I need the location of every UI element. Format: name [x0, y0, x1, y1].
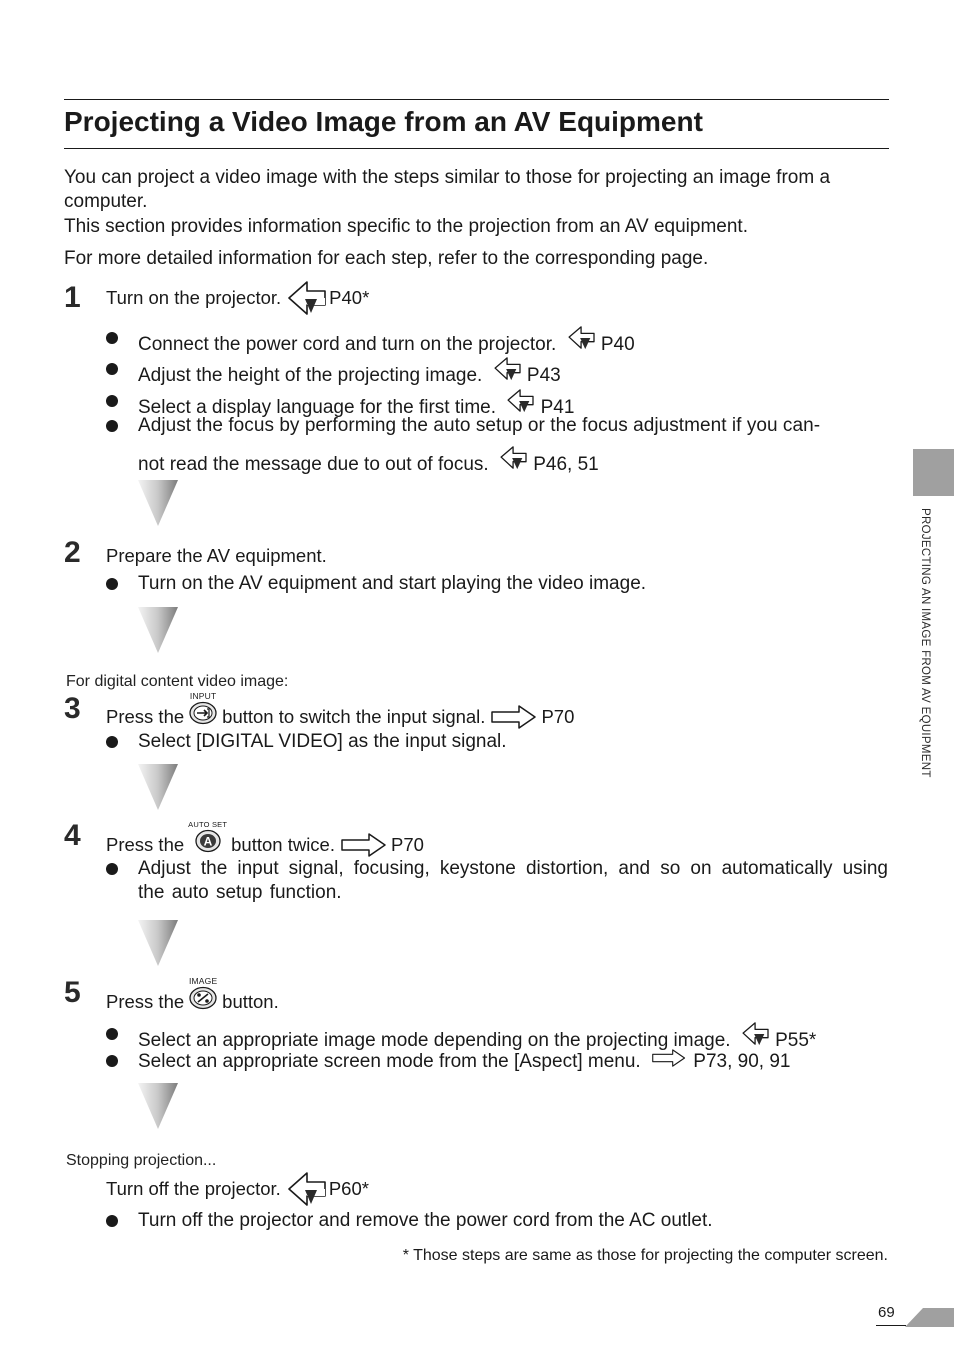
page-title: Projecting a Video Image from an AV Equipment — [64, 106, 703, 137]
intro-paragraph-2: This section provides information specific to the projection from an AV equipment. — [64, 216, 748, 237]
bullet-text: Select a display language for the first time. — [138, 397, 497, 418]
bullet-text: Adjust the height of the projecting image. — [138, 365, 483, 386]
bullet-dot — [106, 1215, 118, 1227]
step-4-text-b: button twice. — [231, 833, 335, 855]
image-button-caption: IMAGE — [188, 976, 218, 986]
page-ref: P40 — [600, 334, 635, 355]
stopping-projection-note: Stopping projection... — [66, 1152, 217, 1169]
top-rule — [64, 99, 889, 100]
step-3-ref: P70 — [541, 705, 575, 727]
step-5-instruction — [106, 976, 279, 1018]
auto-set-button-caption: AUTO SET — [188, 820, 228, 829]
side-tab-label: PROJECTING AN IMAGE FROM AV EQUIPMENT — [919, 508, 931, 778]
auto-set-button-reference — [188, 820, 227, 853]
page-number-underline — [876, 1325, 906, 1326]
list-item — [106, 357, 890, 388]
down-triangle-icon — [138, 918, 178, 968]
step-4-number: 4 — [64, 819, 81, 852]
bullet-text: Turn on the AV equipment and start playing the video image. — [138, 573, 647, 594]
auto-set-button-icon — [194, 829, 222, 853]
bullet-text: Select an appropriate screen mode from the [Aspect] menu. — [138, 1051, 641, 1072]
bullet-dot — [106, 420, 118, 432]
step-1-number: 1 — [64, 281, 81, 314]
bullet-text: Select an appropriate image mode depending on the projecting image. — [138, 1030, 731, 1051]
stop-text: Turn off the projector. — [106, 1178, 281, 1199]
list-item — [106, 730, 890, 754]
step-3-text-b: button to switch the input signal. — [222, 705, 486, 727]
page-ref: P43 — [526, 365, 561, 386]
page-ref-icon — [507, 389, 535, 413]
stop-ref: P60* — [328, 1178, 369, 1199]
list-item — [106, 857, 888, 905]
down-triangle-icon — [138, 1081, 178, 1131]
bullet-text: Connect the power cord and turn on the projector. — [138, 334, 557, 355]
bullet-dot — [106, 1028, 118, 1040]
step-5-number: 5 — [64, 976, 81, 1009]
cross-ref-arrow-icon — [491, 705, 537, 729]
step-5-text-b: button. — [222, 990, 279, 1012]
cross-ref-arrow-icon — [652, 1049, 686, 1067]
image-button-reference — [188, 977, 218, 1010]
page-ref-icon — [568, 326, 596, 350]
bullet-dot — [106, 863, 118, 875]
step-1-text: Turn on the projector. — [106, 287, 282, 308]
input-button-caption: INPUT — [189, 691, 217, 701]
step-4-ref: P70 — [391, 833, 424, 855]
cross-ref-arrow-icon — [341, 833, 387, 857]
bullet-dot — [106, 332, 118, 344]
step-3-instruction — [106, 691, 575, 733]
step-1-instruction — [106, 281, 369, 315]
page-ref-icon — [742, 1022, 770, 1046]
bullet-text-continued: not read the message due to out of focus. — [138, 454, 489, 475]
bullet-dot — [106, 1055, 118, 1067]
input-button-reference — [188, 692, 218, 725]
intro-paragraph-3: For more detailed information for each step, refer to the corresponding page. — [64, 248, 709, 269]
page-number: 69 — [878, 1304, 895, 1321]
step-4-text-a: Press the — [106, 833, 185, 855]
page-corner-tab — [905, 1308, 954, 1327]
bullet-dot — [106, 736, 118, 748]
bullet-text: Adjust the focus by performing the auto setup or the focus adjustment if you can- — [138, 415, 821, 436]
page-ref: P55* — [775, 1030, 817, 1051]
page-ref-icon — [494, 357, 522, 381]
page-ref-icon — [500, 446, 528, 470]
bullet-text: Adjust the input signal, focusing, keystone distortion, and so on automatically using the auto setup function. — [138, 858, 888, 903]
bullet-dot — [106, 363, 118, 375]
footnote: * Those steps are same as those for projecting the computer screen. — [402, 1247, 888, 1264]
list-item — [106, 414, 890, 477]
input-button-icon — [188, 701, 218, 725]
page-ref: P41 — [540, 397, 575, 418]
image-button-icon — [188, 986, 218, 1010]
page-ref-icon — [287, 1172, 327, 1206]
intro-paragraph-1: You can project a video image with the steps similar to those for projecting an image from a computer. — [64, 167, 831, 212]
down-triangle-icon — [138, 762, 178, 812]
step-1-ref: P40* — [329, 287, 370, 308]
bullet-dot — [106, 578, 118, 590]
list-item — [106, 1049, 890, 1074]
page-ref: P73, 90, 91 — [693, 1051, 791, 1072]
step-3-text-a: Press the — [106, 705, 185, 727]
step-5-text-a: Press the — [106, 990, 185, 1012]
list-item — [106, 572, 890, 596]
bullet-text: Select [DIGITAL VIDEO] as the input signal. — [138, 731, 507, 752]
page-ref: P46, 51 — [533, 454, 599, 475]
step-2-number: 2 — [64, 536, 81, 569]
step-2-text: Prepare the AV equipment. — [106, 545, 327, 566]
bullet-text: Turn off the projector and remove the power cord from the AC outlet. — [138, 1210, 713, 1231]
auto-set-glyph: A — [203, 834, 212, 849]
stop-instruction — [106, 1172, 369, 1206]
title-underline — [64, 148, 889, 149]
list-item — [106, 1209, 890, 1233]
side-tab-block — [913, 449, 954, 496]
down-triangle-icon — [138, 478, 178, 528]
page-ref-icon — [287, 281, 327, 315]
bullet-dot — [106, 395, 118, 407]
digital-content-note: For digital content video image: — [66, 673, 289, 690]
list-item — [106, 326, 890, 357]
step-3-number: 3 — [64, 692, 81, 725]
down-triangle-icon — [138, 605, 178, 655]
